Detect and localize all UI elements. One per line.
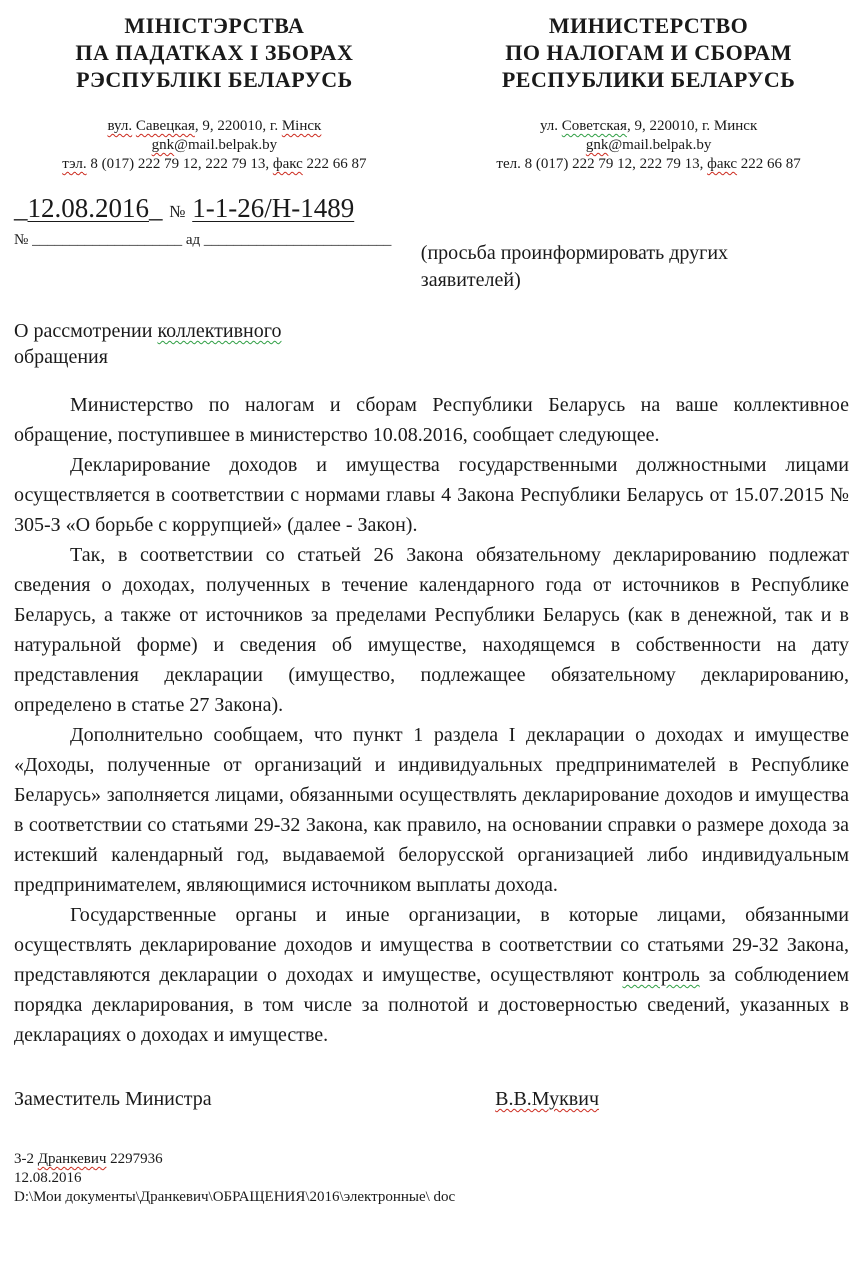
subject-text: обращения xyxy=(14,346,108,368)
incoming-reference xyxy=(14,231,415,249)
signature-block xyxy=(14,1086,849,1112)
paragraph-5 xyxy=(14,900,849,1050)
executor-phone: 2297936 xyxy=(106,1151,163,1167)
email-user: gnk xyxy=(151,137,175,153)
address-line xyxy=(14,117,415,136)
fax-label: факс xyxy=(272,156,303,172)
reference-row xyxy=(14,194,849,294)
paragraph-2: Декларирование доходов и имущества государственными должностными лицами осуществляется в соответствии с нормами главы 4 Закона Республики Беларусь от 15.07.2015 № 305-З «О борьбе с коррупцией» (далее - Закон). xyxy=(14,454,849,536)
org-name-russian xyxy=(448,12,849,93)
letterhead-right xyxy=(448,12,849,174)
org-name-line: МІНІСТЭРСТВА xyxy=(124,13,305,38)
phone-label: тэл. xyxy=(62,156,87,172)
forward-note xyxy=(415,194,849,294)
address-left xyxy=(14,117,415,174)
subject-line xyxy=(14,318,359,370)
executor-code: 3-2 xyxy=(14,1151,38,1167)
paragraph-3: Так, в соответствии со статьей 26 Закона обязательному декларированию подлежат сведения о доходах, полученных в течение календарного года от источников в Республике Беларусь, а также от источников за пределами Республики Беларусь (как в денежной, так и в натуральной форме) и сведения об имуществе, находящемся в собственности на дату представления декларации (имущество, подлежащее обязательному декларированию, определено в статье 27 Закона). xyxy=(14,544,849,716)
underscore: _ xyxy=(14,193,28,223)
phone-numbers: 8 (017) 222 79 12, 222 79 13, xyxy=(86,156,273,172)
footer-block xyxy=(14,1150,849,1207)
letterhead xyxy=(14,12,849,174)
paragraph-4: Дополнительно сообщаем, что пункт 1 раздела I декларации о доходах и имуществе «Доходы, полученные от организаций и индивидуальных предпринимателей в Республике Беларусь» заполняется лицами, обязанными осуществлять декларирование доходов и имущества в соответствии со статьями 29-32 Закона, как правило, на основании справки о размере дохода за истекший календарный год, выдаваемой белорусской организацией либо индивидуальным предпринимателем, являющимися источником выплаты дохода. xyxy=(14,724,849,896)
street-name: Савецкая xyxy=(135,118,195,134)
number-sign: № xyxy=(14,232,29,248)
org-name-belarusian xyxy=(14,12,415,93)
signer-name: В.В.Муквич xyxy=(495,1088,599,1110)
paragraph-marked-word: контроль xyxy=(622,964,700,986)
blank-line: _________________________ xyxy=(203,232,392,248)
signer-title: Заместитель Министра xyxy=(14,1088,212,1110)
fax-label: факс xyxy=(707,156,738,172)
reference-block xyxy=(14,194,415,294)
address-text: , 9, 220010, г. xyxy=(194,118,282,134)
letter-date: 12.08.2016 xyxy=(27,193,149,223)
forward-note-text: (просьба проинформировать других заявителей) xyxy=(420,242,729,291)
address-line xyxy=(448,117,849,136)
email-line xyxy=(448,136,849,155)
paragraph-1: Министерство по налогам и сборам Республики Беларусь на ваше коллективное обращение, поступившее в министерство 10.08.2016, сообщает следующее. xyxy=(14,394,849,446)
paragraph-text: Государственные органы и иные организации, в которые лицами, обязанными осуществлять декларирование доходов и имущества в соответствии со статьями 29-32 Закона, представляются декларации о доходах и имуществе, осуществляют xyxy=(14,904,849,986)
executor-line xyxy=(14,1150,849,1169)
phone-numbers: тел. 8 (017) 222 79 12, 222 79 13, xyxy=(496,156,708,172)
phone-line xyxy=(14,155,415,174)
subject-marked-word: коллективного xyxy=(157,320,282,342)
executor-name: Дранкевич xyxy=(37,1151,107,1167)
footer-date: 12.08.2016 xyxy=(14,1170,82,1186)
address-right xyxy=(448,117,849,174)
file-path: D:\Мои документы\Дранкевич\ОБРАЩЕНИЯ\2016\электронные\ doc xyxy=(14,1189,456,1205)
from-label: ад xyxy=(185,232,201,248)
fax-number: 222 66 87 xyxy=(737,156,801,172)
org-name-line: МИНИСТЕРСТВО xyxy=(548,13,749,38)
org-name-line: РЕСПУБЛИКИ БЕЛАРУСЬ xyxy=(501,67,796,92)
email-domain: @mail.belpak.by xyxy=(174,137,278,153)
org-name-line: РЭСПУБЛІКІ БЕЛАРУСЬ xyxy=(76,67,353,92)
number-sign: № xyxy=(169,202,186,221)
org-name-line: ПО НАЛОГАМ И СБОРАМ xyxy=(505,40,792,65)
letter-body xyxy=(14,390,849,1050)
org-name-line: ПА ПАДАТКАХ І ЗБОРАХ xyxy=(75,40,354,65)
letterhead-left xyxy=(14,12,415,174)
email-user: gnk xyxy=(585,137,609,153)
address-text: , 9, 220010, г. Минск xyxy=(626,118,758,134)
fax-number: 222 66 87 xyxy=(302,156,367,172)
letter-number: 1-1-26/Н-1489 xyxy=(192,193,355,223)
street-label: вул. xyxy=(107,118,133,134)
email-domain: @mail.belpak.by xyxy=(608,137,712,153)
city-name: Мінск xyxy=(281,118,322,134)
blank-line: ____________________ xyxy=(32,232,183,248)
street-label: ул. xyxy=(539,118,562,134)
underscore: _ xyxy=(149,193,163,223)
paragraph-text: за соблюдением порядка декларирования, в том числе за полнотой и достоверностью сведений, указанных в декларациях о доходах и имуществе. xyxy=(14,964,849,1046)
subject-text: О рассмотрении xyxy=(14,320,158,342)
email-line xyxy=(14,136,415,155)
phone-line xyxy=(448,155,849,174)
street-name: Советская xyxy=(561,118,627,134)
outgoing-reference xyxy=(14,194,415,226)
